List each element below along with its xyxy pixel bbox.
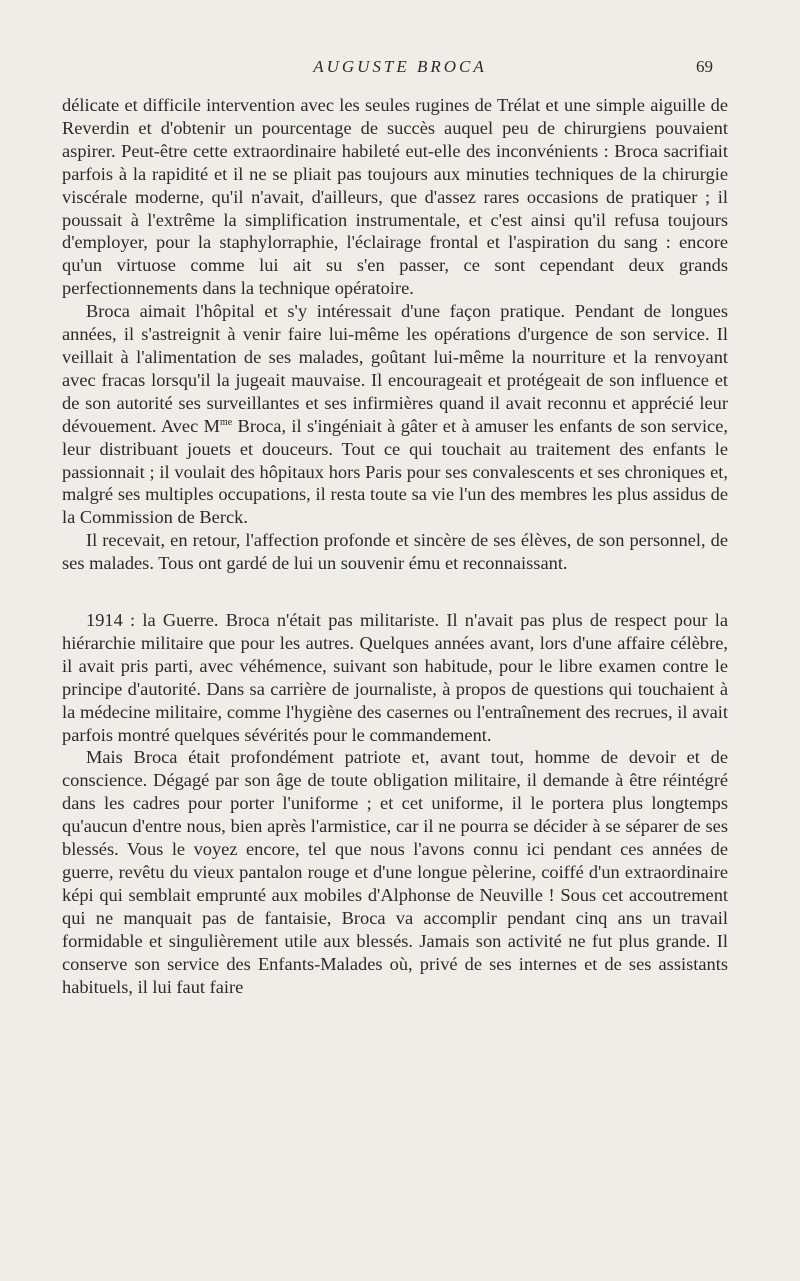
body-text bbox=[62, 94, 728, 998]
running-title: AUGUSTE BROCA bbox=[313, 57, 487, 76]
paragraph-2-text-b: Broca, il s'ingéniait à gâter et à amuser les enfants de son service, leur distribuant jouets et douceurs. Tout ce qui touchait au traitement des enfants le passionnait ; il voulait des hôpitaux hors Paris pour ses convalescents et ses chroniques et, malgré ses multiples occupations, il resta toute sa vie l'un des membres les plus assidus de la Commission de Berck. bbox=[62, 415, 728, 528]
page-number: 69 bbox=[696, 57, 713, 76]
paragraph-5: Mais Broca était profondément patriote et, avant tout, homme de devoir et de conscience. Dégagé par son âge de toute obligation militaire, il demande à être réintégré dans les cadres pour porter l'uniforme ; et cet uniforme, il le portera plus longtemps qu'aucun d'entre nous, bien après l'armistice, car il ne pourra se décider à se séparer de ses blessés. Vous le voyez encore, tel que nous l'avons connu ici pendant ces années de guerre, revêtu du vieux pantalon rouge et d'une longue pèlerine, coiffé d'un extraordinaire képi qui semblait emprunté aux mobiles d'Alphonse de Neuville ! Sous cet accoutrement qui ne manquait pas de fantaisie, Broca va accomplir pendant cinq ans un travail formidable et singulièrement utile aux blessés. Jamais son activité ne fut plus grande. Il conserve son service des Enfants-Malades où, privé de ses internes et de ses assistants habituels, il lui faut faire bbox=[62, 747, 728, 997]
superscript-me: me bbox=[219, 416, 233, 428]
paragraph-3: Il recevait, en retour, l'affection profonde et sincère de ses élèves, de son personnel, de ses malades. Tous ont gardé de lui un souvenir ému et reconnaissant. bbox=[62, 530, 728, 574]
paragraph-2-text-a: Broca aimait l'hôpital et s'y intéressait d'une façon pratique. Pendant de longues années, il s'astreignit à venir faire lui-même les opérations d'urgence de son service. Il veillait à l'alimentation de ses malades, goûtant lui-même la nourriture et la renvoyant avec fracas lorsqu'il la jugeait mauvaise. Il encourageait et protégeait de son influence et de son autorité ses surveillantes et ses infirmières quand il avait reconnu et apprécié leur dévouement. Avec M bbox=[62, 301, 728, 436]
paragraph-2 bbox=[62, 300, 728, 529]
paragraph-4: 1914 : la Guerre. Broca n'était pas militariste. Il n'avait pas plus de respect pour la hiérarchie militaire que pour les autres. Quelques années avant, lors d'une affaire célèbre, il avait pris parti, avec véhémence, suivant son habitude, pour le libre examen contre le principe d'autorité. Dans sa carrière de journaliste, à propos de questions qui touchaient à la médecine militaire, comme l'hygiène des casernes ou l'entraînement des recrues, il avait parfois montré quelques sévérités pour le commandement. bbox=[62, 610, 728, 745]
paragraph-1: délicate et difficile intervention avec les seules rugines de Trélat et une simple aiguille de Reverdin et d'obtenir un pourcentage de succès auquel peu de chirurgiens pouvaient aspirer. Peut-être cette extraordinaire habileté eut-elle des inconvénients : Broca sacrifiait parfois à la rapidité et il ne se pliait pas toujours aux minuties techniques de la chirurgie viscérale moderne, qu'il n'avait, d'ailleurs, que d'assez rares occasions de pratiquer ; il poussait à l'extrême la simplification instrumentale, et c'est ainsi qu'il refusa toujours d'employer, pour la staphylorraphie, l'éclairage frontal et l'aspiration du sang : encore qu'un virtuose comme lui ait su s'en passer, ce sont cependant deux grands perfectionnements dans la technique opératoire. bbox=[62, 95, 728, 299]
running-head bbox=[0, 57, 800, 81]
